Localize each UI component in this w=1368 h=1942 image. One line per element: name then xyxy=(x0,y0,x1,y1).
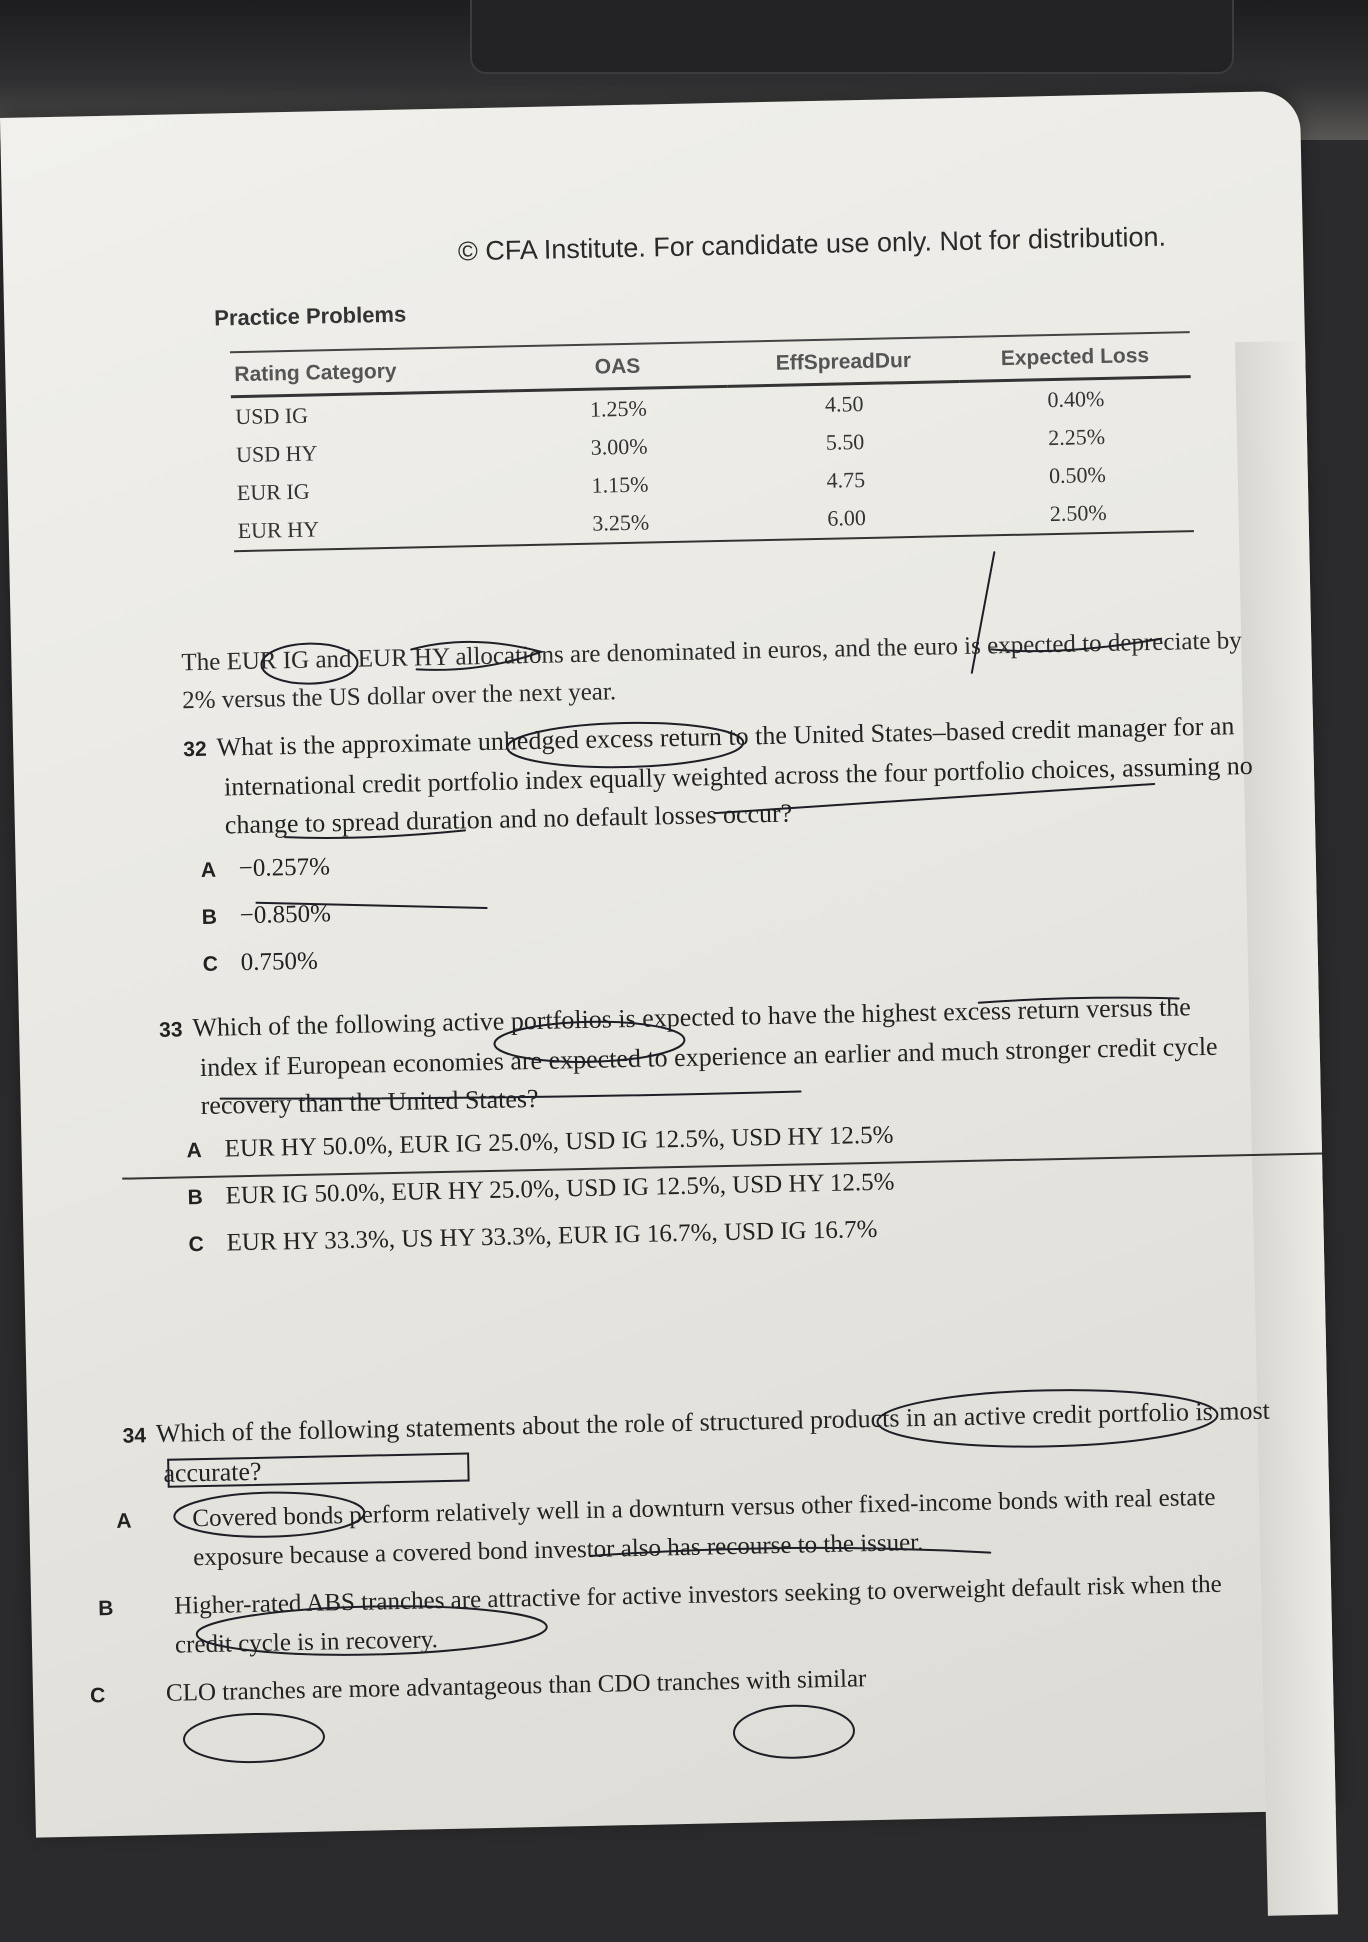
question-number: 33 xyxy=(158,1018,183,1042)
question-number: 32 xyxy=(183,737,207,762)
question-34 xyxy=(89,1392,1278,1715)
col-expected-loss: Expected Loss xyxy=(959,332,1190,381)
question-33 xyxy=(159,987,1244,1265)
option-letter: A xyxy=(116,1509,132,1533)
cell-rating: EUR IG xyxy=(236,478,310,506)
circle-clo xyxy=(183,1713,324,1764)
cell-oas: 1.25% xyxy=(589,395,648,422)
option-a xyxy=(116,1478,1275,1578)
option-text: −0.257% xyxy=(238,853,331,883)
option-letter: C xyxy=(188,1232,205,1257)
cell-loss: 2.25% xyxy=(1047,423,1106,451)
option-letter: B xyxy=(98,1596,114,1621)
question-number: 34 xyxy=(122,1424,147,1448)
col-rating-category: Rating Category xyxy=(230,346,508,396)
question-32 xyxy=(183,707,1268,985)
col-eff-spread-dur: EffSpreadDur xyxy=(727,337,961,386)
option-letter: C xyxy=(202,952,219,976)
option-letter: B xyxy=(201,905,218,929)
circle-cdo xyxy=(733,1704,854,1759)
book-page xyxy=(0,91,1336,1838)
cell-duration: 4.50 xyxy=(824,390,864,417)
cell-loss: 2.50% xyxy=(963,492,1194,536)
cell-duration: 6.00 xyxy=(730,497,964,541)
option-text: EUR IG 50.0%, EUR HY 25.0%, USD IG 12.5%, USD HY 12.5% xyxy=(225,1168,895,1210)
table-note: The EUR IG and EUR HY allocations are denominated in euros, and the euro is expected to depreciate by 2% versus the US dollar over the next year. xyxy=(181,627,1243,715)
question-text: Which of the following statements about the role of structured products in an active credit portfolio is most accurate? xyxy=(155,1395,1271,1488)
option-b xyxy=(98,1565,1277,1666)
option-text: EUR HY 50.0%, EUR IG 25.0%, USD IG 12.5%, USD HY 12.5% xyxy=(224,1121,894,1163)
question-text: Which of the following active portfolios is expected to have the highest excess return versus the index if European economies are expected to experience an earlier and much stronger credit cycle recovery than the United States? xyxy=(192,992,1218,1121)
cell-loss: 0.40% xyxy=(1047,385,1105,413)
option-text: 0.750% xyxy=(240,947,319,977)
section-label: Practice Problems xyxy=(213,301,407,331)
option-text: Covered bonds perform relatively well in a downturn versus other fixed-income bonds with real estate exposure because a covered bond investor also has recourse to the issuer. xyxy=(192,1483,1216,1572)
cell-rating: EUR HY xyxy=(233,506,511,551)
option-letter: A xyxy=(200,858,217,882)
cell-loss: 0.50% xyxy=(1048,461,1107,489)
cell-duration: 5.50 xyxy=(825,428,865,455)
col-oas: OAS xyxy=(508,342,728,391)
option-text: CLO tranches are more advantageous than CDO tranches with similar xyxy=(165,1665,867,1707)
option-text: EUR HY 33.3%, US HY 33.3%, EUR IG 16.7%, USD IG 16.7% xyxy=(226,1215,878,1257)
cell-rating: USD HY xyxy=(235,440,318,468)
option-letter: B xyxy=(187,1185,204,1210)
cell-duration: 4.75 xyxy=(826,466,866,493)
cell-oas: 3.00% xyxy=(590,433,648,460)
rating-table xyxy=(230,331,1194,552)
cell-oas: 1.15% xyxy=(591,471,649,498)
laptop-edge xyxy=(470,0,1234,74)
option-letter: C xyxy=(89,1684,106,1708)
copyright-notice: © CFA Institute. For candidate use only. Not for distribution. xyxy=(457,221,1167,267)
option-text: Higher-rated ABS tranches are attractive for active investors seeking to overweight default risk when the credit cycle is in recovery. xyxy=(173,1570,1223,1659)
option-letter: A xyxy=(186,1139,203,1163)
cell-rating: USD IG xyxy=(235,402,309,430)
question-text: What is the approximate unhedged excess return to the United States–based credit manager for an international credit portfolio index equally weighted across the four portfolio choices, assuming no change to spread duration and no default losses occur? xyxy=(216,711,1254,840)
option-text: −0.850% xyxy=(239,900,332,930)
cell-oas: 3.25% xyxy=(511,502,731,546)
